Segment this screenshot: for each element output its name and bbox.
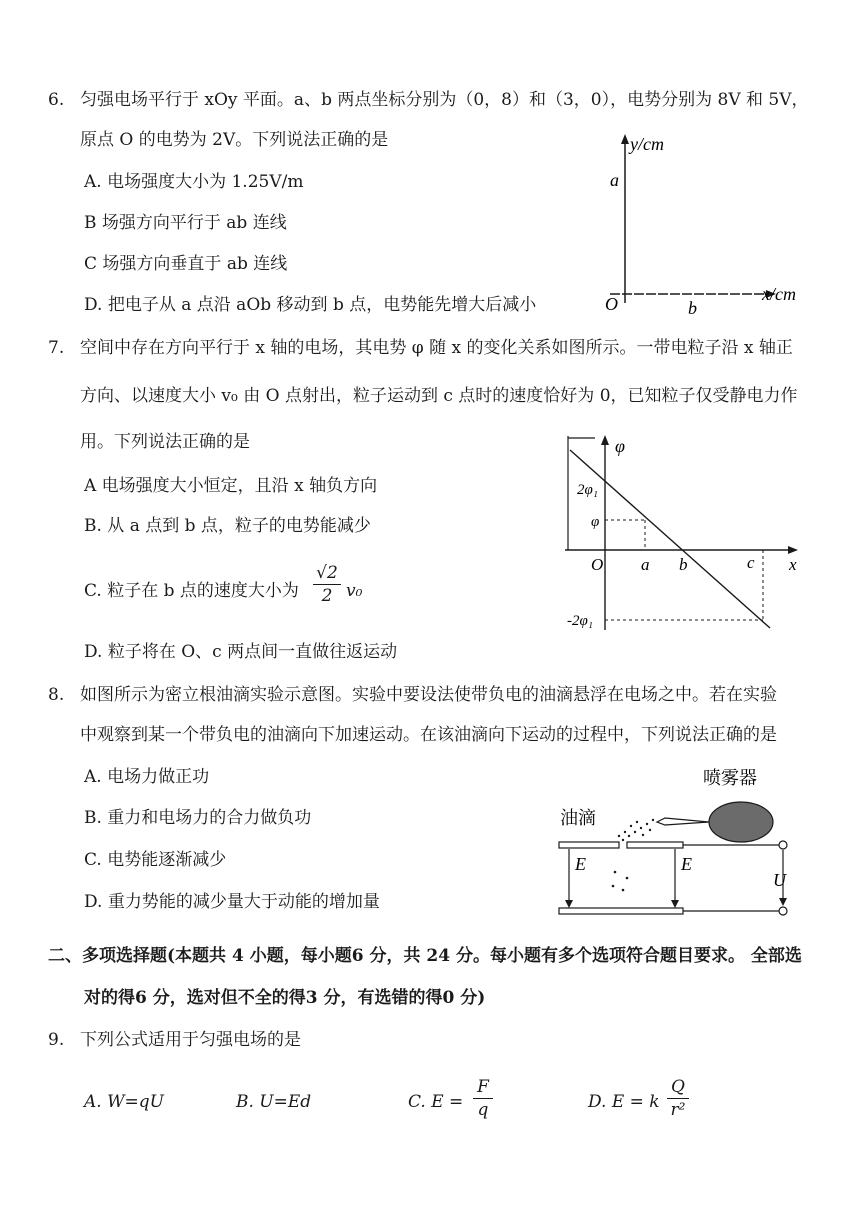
q9-number: 9. bbox=[48, 1030, 65, 1050]
q8-sprayer-label: 喷雾器 bbox=[703, 768, 757, 788]
section2-heading-line1: 二、多项选择题(本题共 4 小题，每小题6 分，共 24 分。每小题有多个选项符合题目要求。 全部选 bbox=[48, 946, 802, 966]
q9-option-d-fraction bbox=[666, 1076, 690, 1121]
q9-option-a: A. W=qU bbox=[84, 1092, 165, 1112]
q7-point-c-label: c bbox=[747, 553, 755, 572]
q9-option-c-prefix: C. E = bbox=[408, 1092, 464, 1112]
q7-potential-graph bbox=[555, 430, 810, 645]
q6-number: 6. bbox=[48, 90, 65, 110]
q8-field-e-left: E bbox=[575, 854, 586, 874]
q7-x-axis-label: x bbox=[789, 555, 797, 574]
q9-option-c-numerator: F bbox=[477, 1077, 489, 1097]
q8-stem-line1: 如图所示为密立根油滴实验示意图。实验中要设法使带负电的油滴悬浮在电场之中。若在实验 bbox=[80, 685, 777, 705]
q6-point-a-label: a bbox=[610, 170, 619, 190]
q6-stem-line1: 匀强电场平行于 xOy 平面。a、b 两点坐标分别为（0，8）和（3，0），电势分别为 8V 和 5V， bbox=[80, 90, 809, 110]
q7-option-c-suffix: v₀ bbox=[346, 581, 363, 601]
section2-heading-line2: 对的得6 分，选对但不全的得3 分，有选错的得0 分) bbox=[84, 988, 486, 1008]
q6-x-axis-label: x/cm bbox=[762, 284, 796, 304]
q9-option-d-prefix: D. E = k bbox=[588, 1092, 660, 1112]
q7-tick-phi: φ bbox=[591, 514, 600, 530]
q9-option-c-fraction bbox=[472, 1076, 494, 1121]
q7-option-d: D. 粒子将在 O、c 两点间一直做往返运动 bbox=[84, 642, 398, 662]
q7-stem-line1: 空间中存在方向平行于 x 轴的电场，其电势 φ 随 x 的变化关系如图所示。一带电粒子沿 x 轴正 bbox=[80, 338, 793, 358]
q9-option-c-denominator: q bbox=[477, 1100, 489, 1120]
q8-droplet-label: 油滴 bbox=[560, 808, 596, 828]
q7-point-b-label: b bbox=[679, 555, 688, 574]
q7-option-c-numerator: √2 bbox=[316, 563, 338, 583]
q7-point-a-label: a bbox=[641, 555, 650, 574]
q7-option-c-fraction bbox=[312, 562, 342, 607]
q7-tick-2phi: 2φ₁ bbox=[577, 482, 599, 498]
q7-stem-line3: 用。下列说法正确的是 bbox=[80, 432, 250, 452]
q6-origin-label: O bbox=[605, 294, 618, 314]
q7-phi-axis-label: φ bbox=[615, 436, 625, 456]
q9-stem: 下列公式适用于匀强电场的是 bbox=[80, 1030, 301, 1050]
q6-coordinate-figure bbox=[590, 128, 810, 318]
q7-option-c-denominator: 2 bbox=[321, 586, 333, 606]
q8-stem-line2: 中观察到某一个带负电的油滴向下加速运动。在该油滴向下运动的过程中，下列说法正确的是 bbox=[80, 725, 777, 745]
q6-point-b-label: b bbox=[688, 298, 697, 318]
q7-stem-line2: 方向、以速度大小 v₀ 由 O 点射出，粒子运动到 c 点时的速度恰好为 0，已知粒子仅受静电力作 bbox=[80, 386, 798, 406]
q7-option-a: A 电场强度大小恒定，且沿 x 轴负方向 bbox=[84, 476, 378, 496]
q8-option-c: C. 电势能逐渐减少 bbox=[84, 850, 227, 870]
q6-option-c: C 场强方向垂直于 ab 连线 bbox=[84, 254, 288, 274]
q8-millikan-apparatus-figure bbox=[555, 762, 805, 922]
q8-field-e-right: E bbox=[681, 854, 692, 874]
q8-number: 8. bbox=[48, 685, 65, 705]
q7-option-c-prefix: C. 粒子在 b 点的速度大小为 bbox=[84, 581, 299, 601]
q8-voltage-label: U bbox=[773, 870, 786, 890]
q9-option-d-denominator: r² bbox=[670, 1100, 686, 1120]
q7-number: 7. bbox=[48, 338, 65, 358]
q6-option-d: D. 把电子从 a 点沿 aOb 移动到 b 点，电势能先增大后减小 bbox=[84, 295, 537, 315]
q6-stem-line2: 原点 O 的电势为 2V。下列说法正确的是 bbox=[80, 130, 389, 150]
q8-option-d: D. 重力势能的减少量大于动能的增加量 bbox=[84, 892, 380, 912]
q6-y-axis-label: y/cm bbox=[630, 134, 664, 154]
q8-option-a: A. 电场力做正功 bbox=[84, 767, 210, 787]
q9-option-d-numerator: Q bbox=[671, 1077, 685, 1097]
q9-option-b: B. U=Ed bbox=[236, 1092, 312, 1112]
q7-tick-neg2phi: -2φ₁ bbox=[567, 613, 594, 629]
q8-option-b: B. 重力和电场力的合力做负功 bbox=[84, 808, 312, 828]
q7-option-b: B. 从 a 点到 b 点，粒子的电势能减少 bbox=[84, 516, 371, 536]
q6-option-b: B 场强方向平行于 ab 连线 bbox=[84, 213, 287, 233]
q7-origin-label: O bbox=[591, 555, 604, 574]
q6-option-a: A. 电场强度大小为 1.25V/m bbox=[84, 172, 304, 192]
